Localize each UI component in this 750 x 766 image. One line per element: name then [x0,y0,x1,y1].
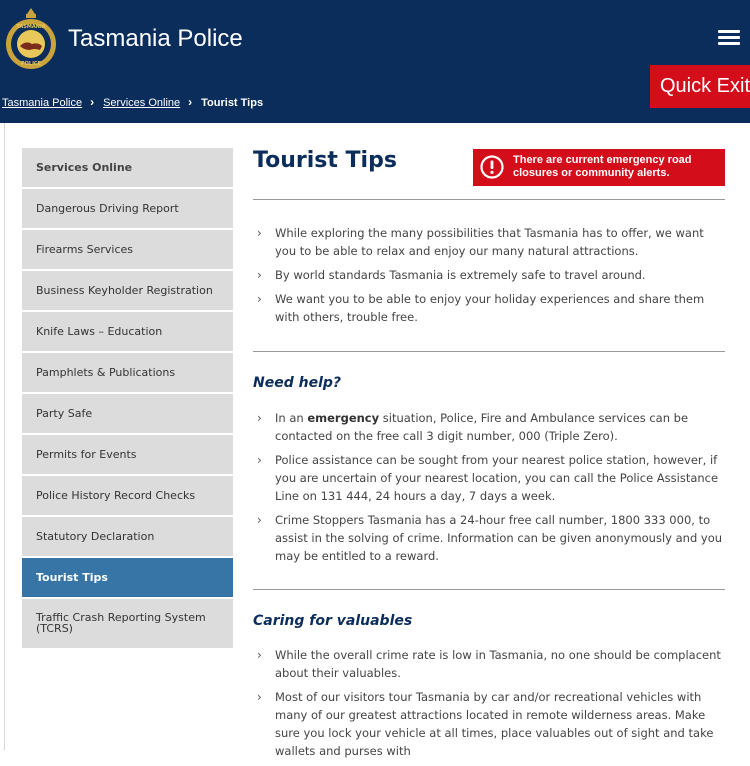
sidebar-item-police-history-record-checks[interactable]: Police History Record Checks [22,476,233,515]
hamburger-menu-icon[interactable] [718,28,742,46]
chevron-right-icon: › [257,453,262,467]
emergency-alert-banner[interactable] [473,149,725,186]
divider [253,199,725,200]
list-item: › Crime Stoppers Tasmania has a 24-hour free call number, 1800 333 000, to assist in the solving of crime. Information can be given anonymously and you may be entitled to a reward. [257,513,723,563]
valuables-list [253,646,725,766]
svg-text:TASMANIA: TASMANIA [16,24,46,30]
chevron-right-icon: › [257,268,262,282]
sidebar-item-services-online[interactable]: Services Online [22,148,233,187]
breadcrumb [2,95,263,111]
quick-exit-button[interactable]: Quick Exit [650,65,750,108]
chevron-right-icon: › [257,513,262,527]
list-item: › In an emergency situation, Police, Fire and Ambulance services can be contacted on the free call 3 digit number, 000 (Triple Zero). [257,411,689,443]
sidebar-item-firearms-services[interactable]: Firearms Services [22,230,233,269]
divider [253,589,725,590]
sidebar-item-statutory-declaration[interactable]: Statutory Declaration [22,517,233,556]
sidebar-item-knife-laws-education[interactable]: Knife Laws – Education [22,312,233,351]
site-header [0,0,750,123]
chevron-right-icon: › [257,648,262,662]
intro-list [253,224,725,332]
list-item: › While exploring the many possibilities that Tasmania has to offer, we want you to be able to relax and enjoy our many natural attractions. [257,226,704,258]
breadcrumb-link-home[interactable]: Tasmania Police [2,97,83,109]
list-item: › We want you to be able to enjoy your holiday experiences and share them with others, trouble free. [257,292,705,324]
sidebar-item-traffic-crash-reporting-system[interactable]: Traffic Crash Reporting System (TCRS) [22,599,233,648]
site-title[interactable]: Tasmania Police [68,25,243,52]
sidebar-item-tourist-tips[interactable]: Tourist Tips [22,558,233,597]
list-item: › While the overall crime rate is low in Tasmania, no one should be complacent about their valuables. [257,648,721,680]
alert-text: There are current emergency road closures or community alerts. [513,154,692,179]
sidebar-item-permits-for-events[interactable]: Permits for Events [22,435,233,474]
exclamation-circle-icon [480,155,504,179]
chevron-right-icon: › [188,95,193,109]
breadcrumb-link-services-online[interactable]: Services Online [103,97,181,109]
sidebar-item-dangerous-driving-report[interactable]: Dangerous Driving Report [22,189,233,228]
chevron-right-icon: › [90,95,95,109]
section-heading-caring-for-valuables: Caring for valuables [253,613,413,629]
page-title: Tourist Tips [253,148,397,173]
tasmania-police-badge-logo[interactable] [4,6,58,72]
chevron-right-icon: › [257,292,262,306]
chevron-right-icon: › [257,226,262,240]
list-item: › Police assistance can be sought from your nearest police station, however, if you are uncertain of your nearest location, you can call the Police Assistance Line on 131 444, 24 hours a day, 7 days a week. [257,453,719,503]
need-help-list [253,409,725,571]
section-heading-need-help: Need help? [253,375,342,391]
svg-text:POLICE: POLICE [20,61,42,67]
chevron-right-icon: › [257,411,262,425]
content-area [0,123,750,758]
breadcrumb-current: Tourist Tips [201,97,264,109]
sidebar-item-business-keyholder-registration[interactable]: Business Keyholder Registration [22,271,233,310]
divider [253,351,725,352]
sidebar-nav [22,148,233,650]
list-item: › By world standards Tasmania is extremely safe to travel around. [257,268,646,282]
sidebar-item-party-safe[interactable]: Party Safe [22,394,233,433]
chevron-right-icon: › [257,690,262,704]
sidebar-item-pamphlets-publications[interactable]: Pamphlets & Publications [22,353,233,392]
list-item: › Most of our visitors tour Tasmania by car and/or recreational vehicles with many of our greatest attractions located in remote wilderness areas. Make sure you lock your vehicle at all times, place valuables out of sight and take wallets and purses with [257,690,714,758]
